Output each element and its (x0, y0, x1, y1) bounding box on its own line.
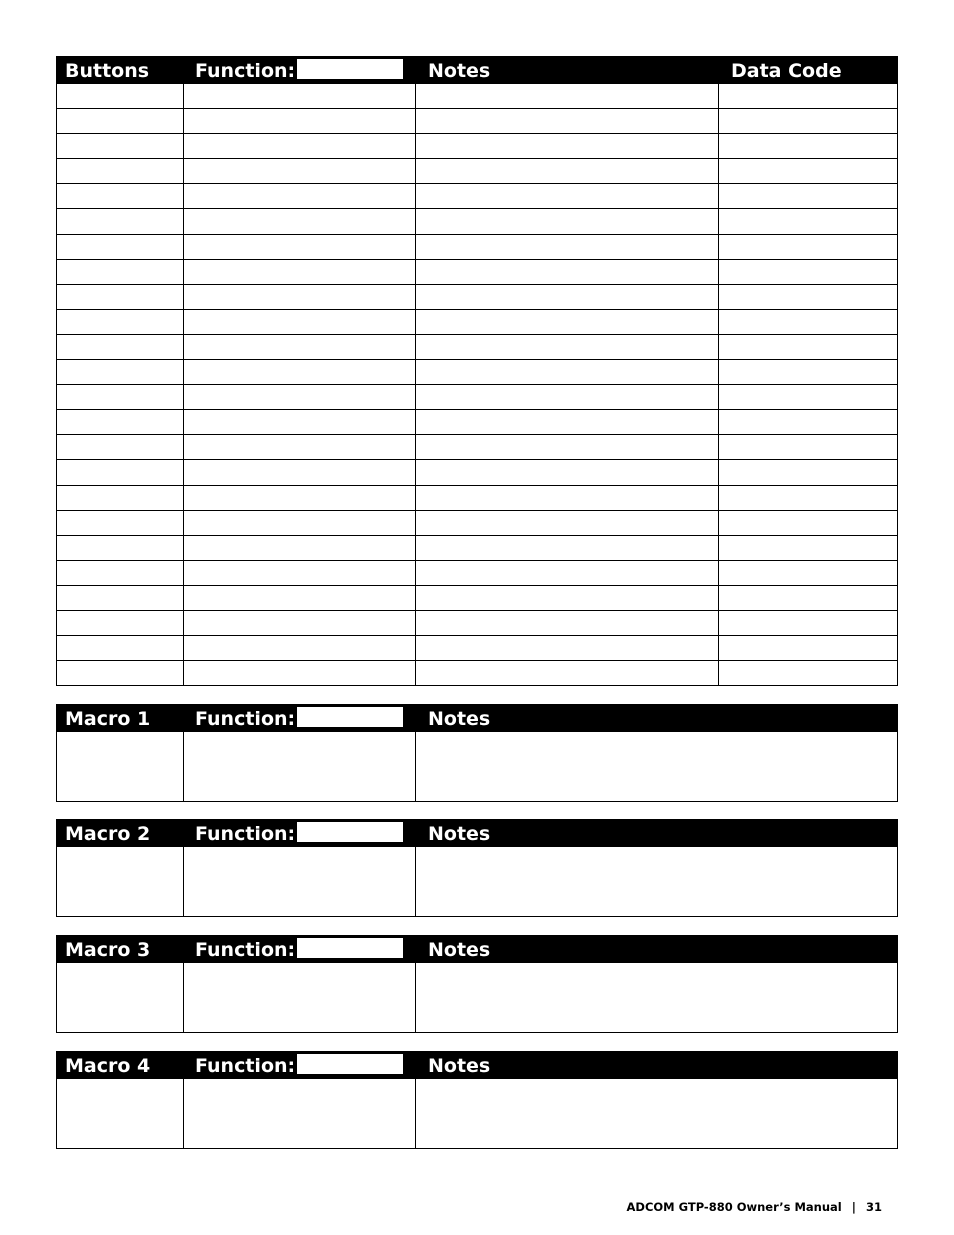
macro-4-notes-label: Notes (428, 1055, 491, 1077)
table-cell-divider (415, 184, 416, 208)
table-row[interactable] (57, 660, 897, 685)
table-cell-divider (718, 561, 719, 585)
table-row[interactable] (57, 459, 897, 484)
table-row[interactable] (57, 359, 897, 384)
table-cell-divider (718, 460, 719, 484)
table-cell-divider (718, 209, 719, 233)
table-cell-divider (183, 285, 184, 309)
macro-1-function-label: Function: (195, 708, 296, 730)
macro-4-body[interactable] (57, 1078, 897, 1148)
buttons-table-body (57, 83, 897, 685)
table-cell-divider (415, 385, 416, 409)
footer-manual-title: ADCOM GTP-880 Owner’s Manual (626, 1200, 842, 1214)
table-cell-divider (718, 109, 719, 133)
table-cell-divider (415, 586, 416, 610)
macro-3-header (57, 936, 897, 962)
table-row[interactable] (57, 208, 897, 233)
table-cell-divider (718, 159, 719, 183)
table-cell-divider (718, 84, 719, 108)
macro-4-title: Macro 4 (65, 1055, 151, 1077)
macro-2-body[interactable] (57, 846, 897, 916)
table-cell-divider (415, 410, 416, 434)
table-cell-divider (183, 235, 184, 259)
table-row[interactable] (57, 560, 897, 585)
table-cell-divider (415, 360, 416, 384)
macro-3-function-field[interactable] (297, 938, 403, 958)
table-cell-divider (718, 335, 719, 359)
macro-3-function-label: Function: (195, 939, 296, 961)
table-cell-divider (718, 310, 719, 334)
table-cell-divider (183, 134, 184, 158)
table-cell-divider (718, 184, 719, 208)
macro-2-header (57, 820, 897, 846)
table-cell-divider (718, 435, 719, 459)
table-cell-divider (415, 209, 416, 233)
macro-1-table (56, 704, 898, 802)
table-cell-divider (415, 134, 416, 158)
table-cell-divider (718, 134, 719, 158)
table-row[interactable] (57, 83, 897, 108)
table-row[interactable] (57, 535, 897, 560)
table-cell-divider (183, 561, 184, 585)
table-cell-divider (415, 511, 416, 535)
table-cell-divider (718, 486, 719, 510)
macro-2-function-field[interactable] (297, 822, 403, 842)
table-row[interactable] (57, 610, 897, 635)
table-row[interactable] (57, 234, 897, 259)
table-row[interactable] (57, 409, 897, 434)
buttons-table-header (57, 57, 897, 83)
header-buttons: Buttons (65, 60, 150, 82)
table-row[interactable] (57, 334, 897, 359)
macro-3-title: Macro 3 (65, 939, 151, 961)
table-cell-divider (183, 209, 184, 233)
table-cell-divider (415, 486, 416, 510)
table-cell-divider (183, 611, 184, 635)
table-cell-divider (415, 310, 416, 334)
table-cell-divider (183, 511, 184, 535)
page-footer (627, 1200, 883, 1214)
table-cell-divider (718, 385, 719, 409)
macro-1-body[interactable] (57, 731, 897, 801)
header-data-code: Data Code (731, 60, 842, 82)
table-cell-divider (415, 84, 416, 108)
table-cell-divider (183, 636, 184, 660)
table-cell-divider (415, 611, 416, 635)
macro-4-table (56, 1051, 898, 1149)
table-cell-divider (718, 235, 719, 259)
table-row[interactable] (57, 259, 897, 284)
macro-2-notes-label: Notes (428, 823, 491, 845)
table-row[interactable] (57, 510, 897, 535)
table-row[interactable] (57, 284, 897, 309)
macro-2-table (56, 819, 898, 917)
header-function: Function: (195, 60, 296, 82)
macro-4-function-field[interactable] (297, 1054, 403, 1074)
table-row[interactable] (57, 133, 897, 158)
table-cell-divider (183, 460, 184, 484)
table-cell-divider (415, 260, 416, 284)
footer-separator: | (851, 1200, 856, 1214)
table-cell-divider (183, 184, 184, 208)
table-cell-divider (183, 385, 184, 409)
table-cell-divider (183, 410, 184, 434)
table-cell-divider (183, 486, 184, 510)
table-row[interactable] (57, 183, 897, 208)
table-cell-divider (415, 109, 416, 133)
table-cell-divider (415, 636, 416, 660)
table-cell-divider (718, 586, 719, 610)
macro-1-function-field[interactable] (297, 707, 403, 727)
page-number: 31 (865, 1200, 882, 1214)
macro-1-notes-label: Notes (428, 708, 491, 730)
buttons-table (56, 56, 898, 686)
table-cell-divider (415, 235, 416, 259)
table-cell-divider (415, 159, 416, 183)
table-cell-divider (415, 661, 416, 685)
table-cell-divider (183, 109, 184, 133)
table-cell-divider (183, 260, 184, 284)
table-cell-divider (183, 360, 184, 384)
macro-4-function-label: Function: (195, 1055, 296, 1077)
function-name-field[interactable] (297, 59, 403, 79)
macro-3-notes-label: Notes (428, 939, 491, 961)
table-cell-divider (183, 159, 184, 183)
table-cell-divider (183, 435, 184, 459)
macro-4-header (57, 1052, 897, 1078)
table-cell-divider (718, 360, 719, 384)
table-cell-divider (415, 561, 416, 585)
table-cell-divider (718, 611, 719, 635)
header-notes: Notes (428, 60, 491, 82)
table-row[interactable] (57, 434, 897, 459)
table-cell-divider (415, 335, 416, 359)
macro-3-body[interactable] (57, 962, 897, 1032)
table-row[interactable] (57, 585, 897, 610)
table-cell-divider (718, 285, 719, 309)
table-cell-divider (183, 661, 184, 685)
macro-1-title: Macro 1 (65, 708, 151, 730)
macro-3-table (56, 935, 898, 1033)
table-cell-divider (183, 310, 184, 334)
table-cell-divider (718, 511, 719, 535)
table-cell-divider (183, 84, 184, 108)
table-cell-divider (415, 460, 416, 484)
table-cell-divider (183, 335, 184, 359)
table-row[interactable] (57, 158, 897, 183)
table-cell-divider (718, 260, 719, 284)
table-cell-divider (183, 586, 184, 610)
table-row[interactable] (57, 384, 897, 409)
table-cell-divider (718, 636, 719, 660)
macro-2-function-label: Function: (195, 823, 296, 845)
table-cell-divider (183, 536, 184, 560)
table-cell-divider (718, 536, 719, 560)
table-cell-divider (718, 410, 719, 434)
table-cell-divider (415, 536, 416, 560)
table-row[interactable] (57, 108, 897, 133)
table-row[interactable] (57, 635, 897, 660)
table-cell-divider (415, 285, 416, 309)
table-cell-divider (718, 661, 719, 685)
macro-1-header (57, 705, 897, 731)
table-row[interactable] (57, 309, 897, 334)
macro-2-title: Macro 2 (65, 823, 151, 845)
table-cell-divider (415, 435, 416, 459)
table-row[interactable] (57, 485, 897, 510)
